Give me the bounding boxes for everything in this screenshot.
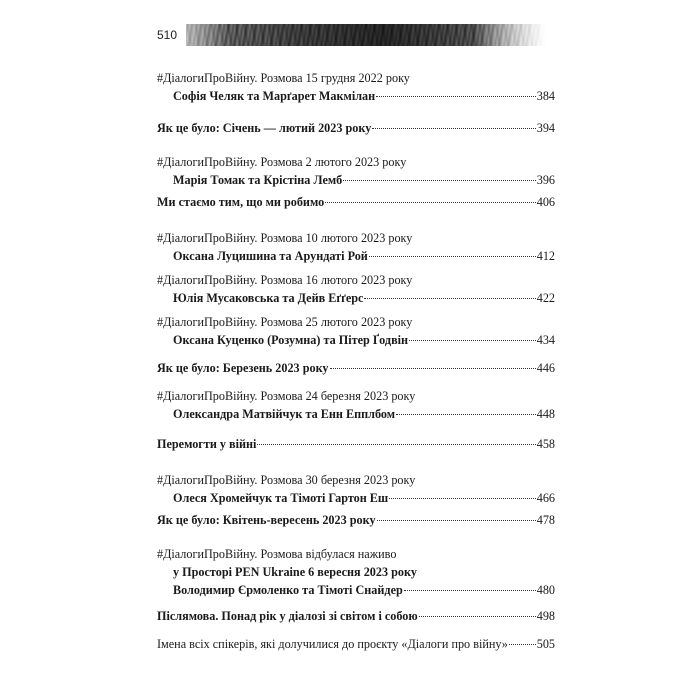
toc-entry [173, 582, 555, 598]
toc-entry-line [157, 472, 555, 488]
toc-entry-title: Олександра Матвійчук та Енн Епплбом [173, 407, 396, 421]
toc-entry-line [157, 70, 555, 86]
toc-entry [173, 406, 555, 422]
toc-entry-title: Володимир Єрмоленко та Тімоті Снайдер [173, 583, 403, 597]
toc-entry-page: 498 [536, 609, 555, 623]
toc-entry [173, 88, 555, 104]
dot-leader [404, 589, 536, 591]
toc-entry-page: 505 [536, 637, 555, 651]
toc-entry-title: #ДіалогиПроВійну. Розмова 10 лютого 2023 року [157, 231, 413, 245]
toc-entry-title: #ДіалогиПроВійну. Розмова 24 березня 2023 року [157, 389, 416, 403]
dot-leader [509, 643, 536, 645]
toc-entry-title: Марія Томак та Крістіна Лемб [173, 173, 343, 187]
toc-entry-title: Оксана Луцишина та Арундаті Рой [173, 249, 368, 263]
toc-entry-title: Софія Челяк та Марґарет Макмілан [173, 89, 376, 103]
page-number: 510 [157, 28, 178, 42]
toc-entry-line [157, 314, 555, 330]
toc-entry-title: Олеся Хромейчук та Тімоті Гартон Еш [173, 491, 389, 505]
toc-entry [157, 194, 555, 210]
dot-leader [257, 443, 535, 445]
toc-entry-title: #ДіалогиПроВійну. Розмова 25 лютого 2023 року [157, 315, 413, 329]
toc-entry-line [173, 564, 555, 580]
toc-entry [157, 636, 555, 652]
toc-entry-title: #ДіалогиПроВійну. Розмова 16 лютого 2023 року [157, 273, 413, 287]
header-decoration [186, 24, 546, 46]
toc-entry-title: Імена всіх спікерів, які долучилися до проєкту «Діалоги про війну» [157, 637, 508, 651]
toc-entry-title: Як це було: Січень — лютий 2023 року [157, 121, 372, 135]
toc-entry-page: 466 [536, 491, 555, 505]
toc-entry [157, 360, 555, 376]
toc-entry-title: #ДіалогиПроВійну. Розмова 15 грудня 2022 року [157, 71, 410, 85]
toc-entry [173, 248, 555, 264]
toc-entry-page: 412 [536, 249, 555, 263]
dot-leader [364, 297, 535, 299]
toc-entry-page: 448 [536, 407, 555, 421]
toc-entry-page: 396 [536, 173, 555, 187]
toc-entry-title: #ДіалогиПроВійну. Розмова 30 березня 2023 року [157, 473, 416, 487]
toc-entry [157, 512, 555, 528]
dot-leader [343, 179, 535, 181]
toc-entry [157, 608, 555, 624]
dot-leader [369, 255, 536, 257]
toc-entry-line [157, 230, 555, 246]
toc-entry-title: Юлія Мусаковська та Дейв Еґґерс [173, 291, 364, 305]
toc-entry [173, 490, 555, 506]
dot-leader [389, 497, 535, 499]
dot-leader [325, 201, 536, 203]
dot-leader [330, 367, 536, 369]
toc-entry-title: Як це було: Квітень-вересень 2023 року [157, 513, 376, 527]
toc-entry-page: 446 [536, 361, 555, 375]
toc-entry-title: Перемогти у війні [157, 437, 257, 451]
dot-leader [372, 127, 535, 129]
dot-leader [377, 519, 536, 521]
toc-entry-line [157, 546, 555, 562]
dot-leader [419, 615, 536, 617]
toc-entry [157, 120, 555, 136]
toc-entry-line [157, 154, 555, 170]
toc-entry-title: Оксана Куценко (Розумна) та Пітер Ґодвін [173, 333, 409, 347]
toc-entry-page: 478 [536, 513, 555, 527]
toc-entry-title: Ми стаємо тим, що ми робимо [157, 195, 325, 209]
toc-entry-line [157, 388, 555, 404]
toc-entry-page: 458 [536, 437, 555, 451]
toc-entry-title: у Просторі PEN Ukraine 6 вересня 2023 року [173, 565, 417, 579]
toc-entry-title: #ДіалогиПроВійну. Розмова 2 лютого 2023 року [157, 155, 407, 169]
toc-entry [173, 332, 555, 348]
toc-entry-line [157, 272, 555, 288]
toc-entry [173, 172, 555, 188]
toc-entry [157, 436, 555, 452]
toc-entry [173, 290, 555, 306]
toc-entry-title: #ДіалогиПроВійну. Розмова відбулася наживо [157, 547, 397, 561]
dot-leader [409, 339, 536, 341]
toc-entry-title: Післямова. Понад рік у діалозі зі світом і собою [157, 609, 418, 623]
toc-entry-page: 480 [536, 583, 555, 597]
toc-entry-title: Як це було: Березень 2023 року [157, 361, 329, 375]
toc-entry-page: 406 [536, 195, 555, 209]
toc-entry-page: 384 [536, 89, 555, 103]
toc-entry-page: 394 [536, 121, 555, 135]
dot-leader [376, 95, 536, 97]
dot-leader [396, 413, 536, 415]
toc-entry-page: 434 [536, 333, 555, 347]
toc-entry-page: 422 [536, 291, 555, 305]
